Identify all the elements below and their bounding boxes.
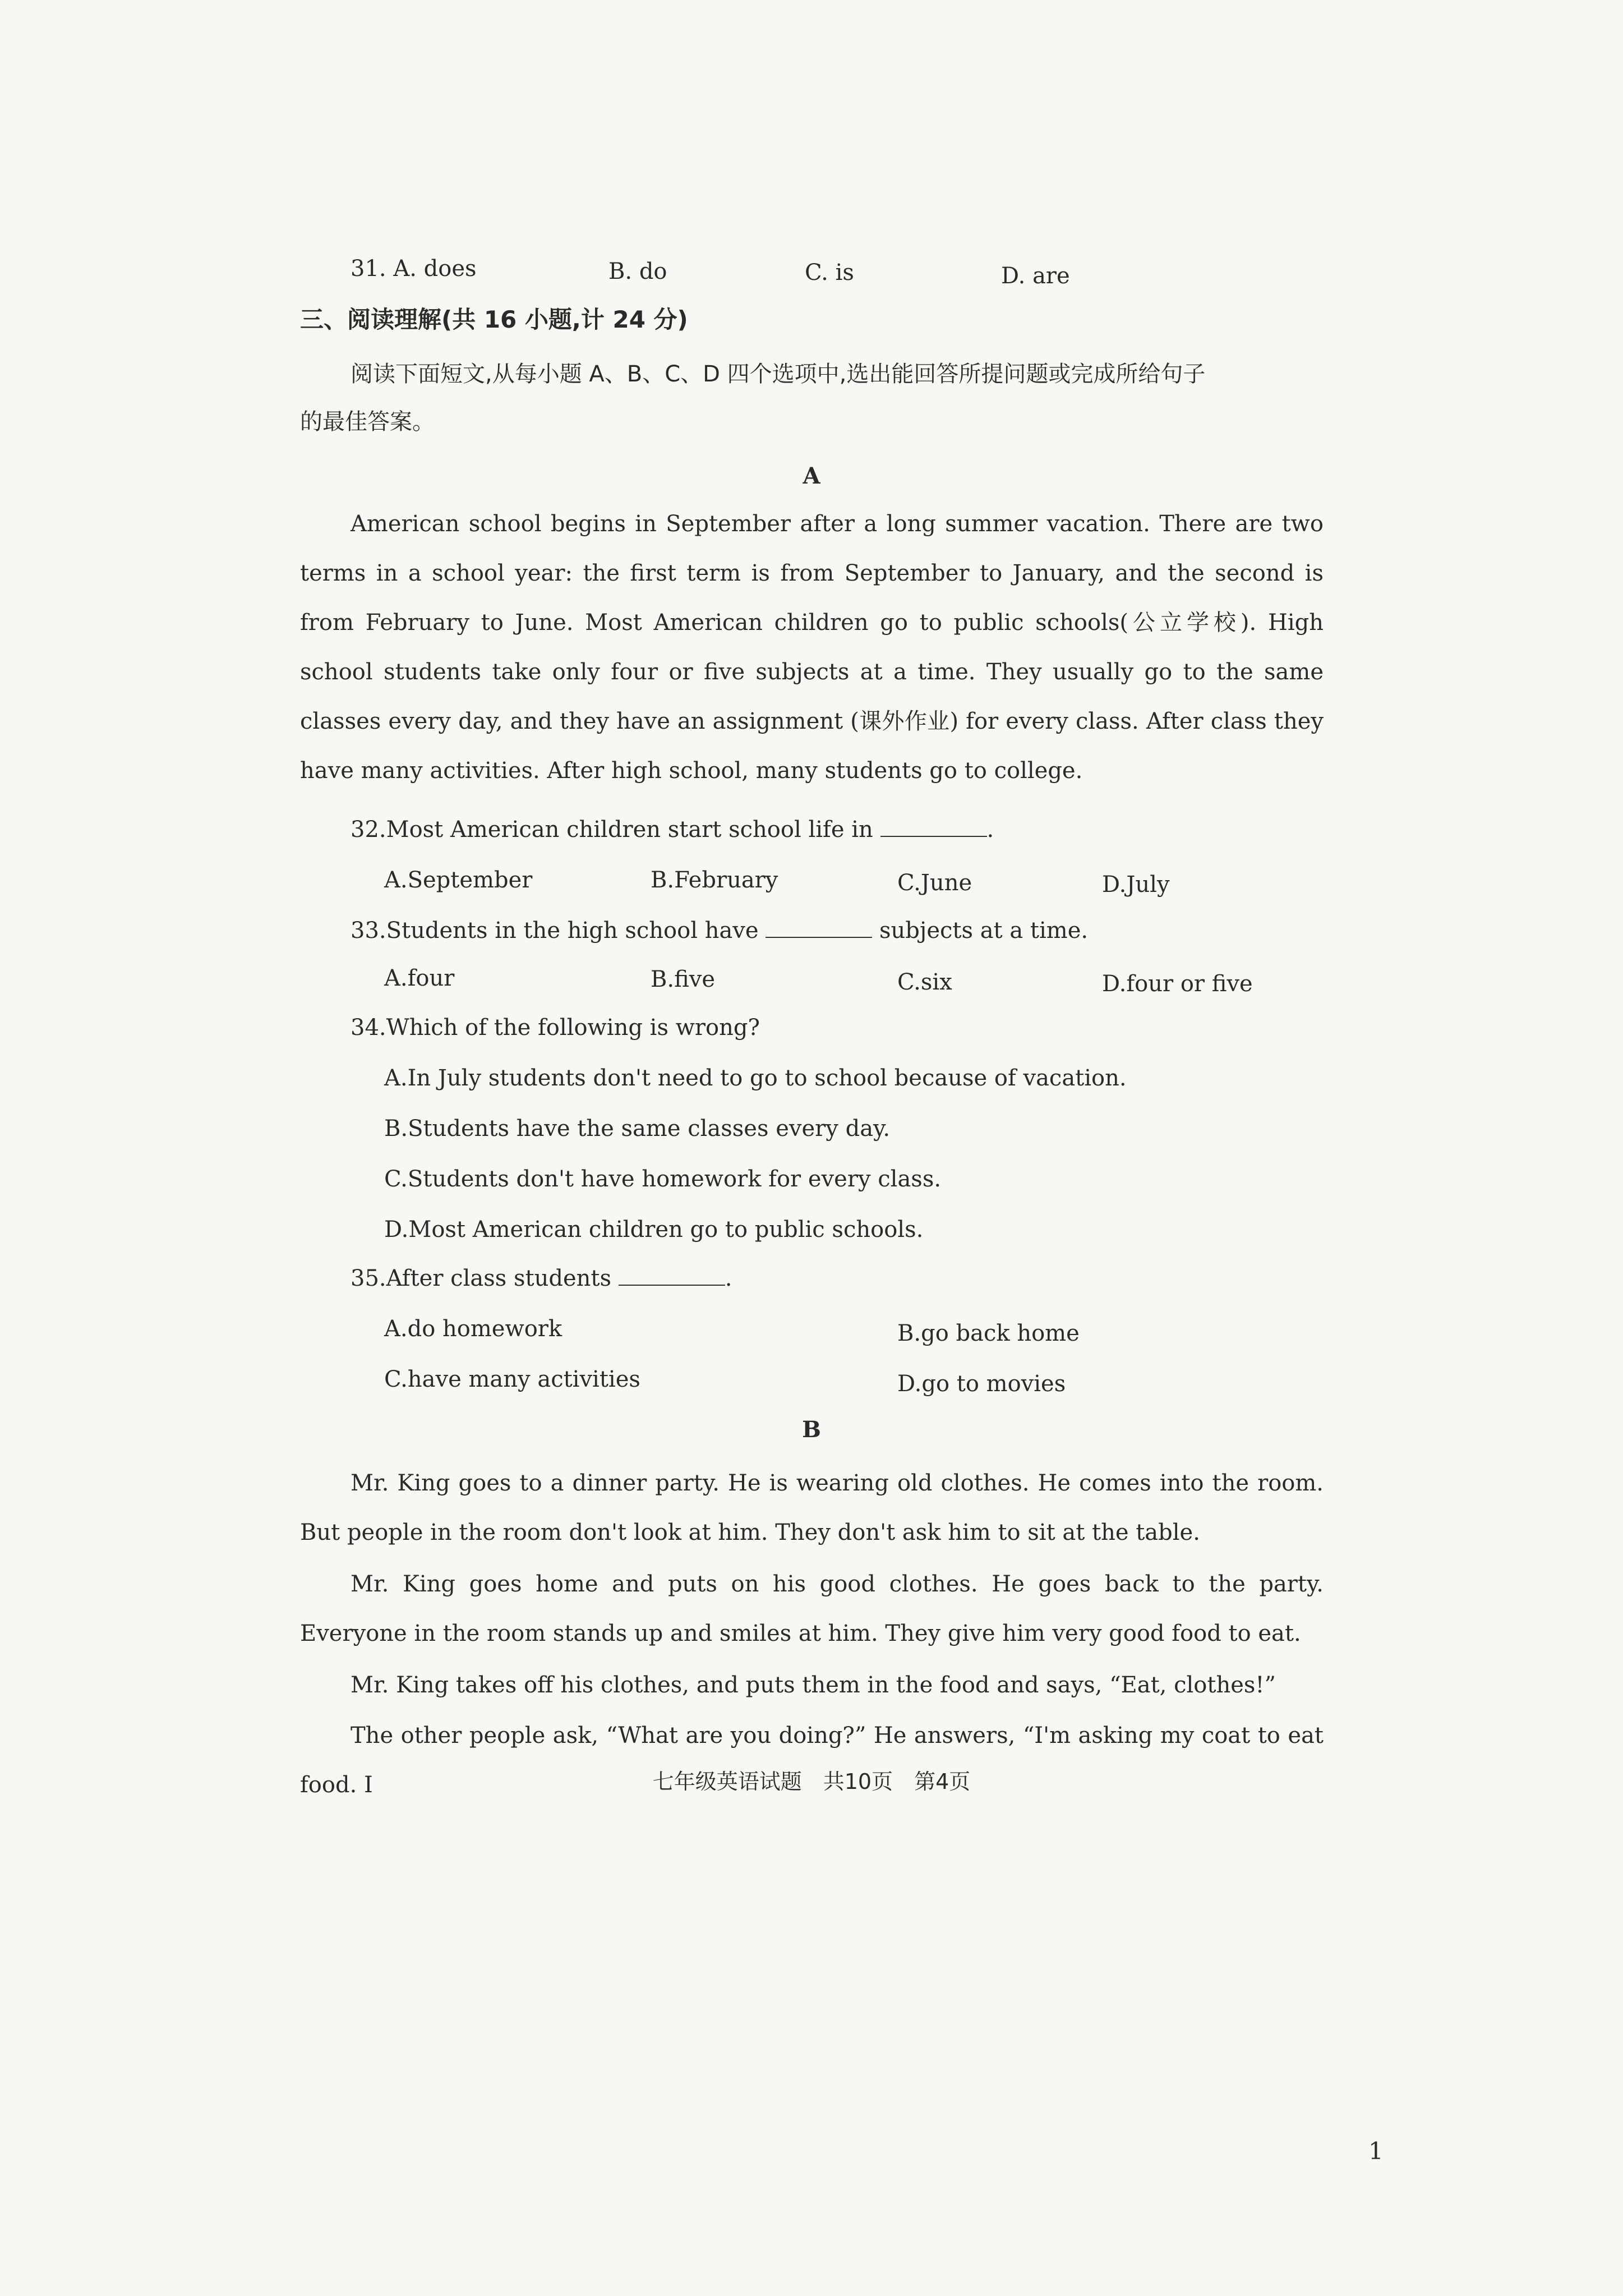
passage-b-paragraph-2: Mr. King goes home and puts on his good clothes. He goes back to the party. Everyone in the room stands up and smiles at him. They give him very good food to eat. bbox=[300, 1571, 1324, 1646]
q32-option-c: C.June bbox=[897, 870, 972, 896]
passage-a-label: A bbox=[803, 463, 820, 489]
q31-option-c: C. is bbox=[805, 260, 854, 286]
q35-blank bbox=[619, 1266, 725, 1286]
q34-option-a: A.In July students don't need to go to school because of vacation. bbox=[384, 1065, 1127, 1091]
q35-option-d: D.go to movies bbox=[897, 1371, 1066, 1397]
q35-option-a: A.do homework bbox=[384, 1316, 562, 1342]
q32-blank bbox=[880, 817, 987, 837]
q33-option-c: C.six bbox=[897, 969, 952, 995]
q34-option-d: D.Most American children go to public schools. bbox=[384, 1217, 924, 1243]
q32-option-b: B.February bbox=[651, 867, 778, 893]
q32-option-a: A.September bbox=[384, 867, 533, 893]
page-number: 1 bbox=[1368, 2137, 1384, 2165]
q34-stem: 34.Which of the following is wrong? bbox=[351, 1015, 760, 1041]
passage-b-label: B bbox=[802, 1416, 821, 1443]
q34-option-b: B.Students have the same classes every day. bbox=[384, 1116, 891, 1142]
q33-stem: 33.Students in the high school have subjects at a time. bbox=[351, 918, 1089, 944]
q31-option-d: D. are bbox=[1001, 263, 1070, 289]
q35-stem: 35.After class students . bbox=[351, 1266, 732, 1291]
q31-option-a: 31. A. does bbox=[351, 256, 477, 282]
q31-option-b: B. do bbox=[608, 259, 667, 284]
instruction-line-1: 阅读下面短文,从每小题 A、B、C、D 四个选项中,选出能回答所提问题或完成所给句子 bbox=[351, 361, 1206, 387]
q33-blank bbox=[766, 918, 872, 938]
passage-a-text: American school begins in September after a long summer vacation. There are two terms in a school year: the first term is from September to January, and the second is from February to June. Most American children go to public schools(公立学校). High school students take only four or five subjects at a time. They usually go to the same classes every day, and they have an assignment (课外作业) for every class. After class they have many activities. After high school, many students go to college. bbox=[300, 511, 1324, 784]
q35-option-c: C.have many activities bbox=[384, 1366, 640, 1392]
page-footer: 七年级英语试题 共10页 第4页 bbox=[652, 1769, 971, 1794]
q34-option-c: C.Students don't have homework for every class. bbox=[384, 1166, 942, 1192]
q33-option-b: B.five bbox=[651, 967, 716, 992]
q35-option-b: B.go back home bbox=[897, 1320, 1080, 1346]
passage-b-paragraph-1: Mr. King goes to a dinner party. He is wearing old clothes. He comes into the room. But people in the room don't look at him. They don't ask him to sit at the table. bbox=[300, 1470, 1324, 1545]
q32-stem: 32.Most American children start school life in . bbox=[351, 817, 994, 843]
section-heading: 三、阅读理解(共 16 小题,计 24 分) bbox=[300, 306, 688, 333]
q32-option-d: D.July bbox=[1102, 872, 1170, 898]
q33-option-d: D.four or five bbox=[1102, 971, 1253, 997]
q33-option-a: A.four bbox=[384, 965, 455, 991]
instruction-line-2: 的最佳答案。 bbox=[300, 409, 435, 435]
passage-b-paragraph-3: Mr. King takes off his clothes, and puts them in the food and says, “Eat, clothes!” bbox=[351, 1672, 1276, 1698]
passage-b-paragraph-4: The other people ask, “What are you doing?” He answers, “I'm asking my coat to eat food. I bbox=[300, 1723, 1324, 1798]
